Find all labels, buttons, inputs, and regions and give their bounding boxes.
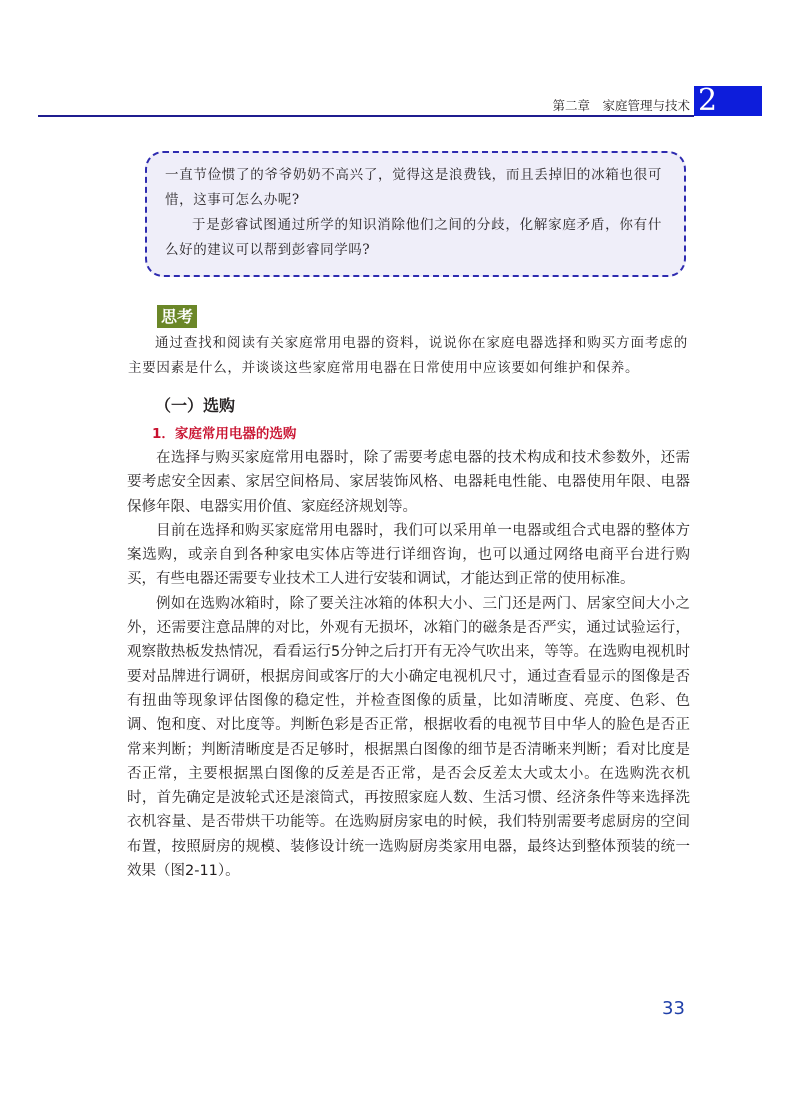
- think-label: 思考: [157, 305, 197, 328]
- page-header: [0, 0, 800, 120]
- header-rule: [38, 115, 694, 117]
- chapter-number-badge: [694, 83, 762, 118]
- body-paragraph: 目前在选择和购买家庭常用电器时，我们可以采用单一电器或组合式电器的整体方案选购，或亲自到各种家电实体店等进行详细咨询，也可以通过网络电商平台进行购买，有些电器还需要专业技术工人进行安装和调试，才能达到正常的使用标准。: [127, 522, 690, 588]
- story-paragraph: 于是彭睿试图通过所学的知识消除他们之间的分歧，化解家庭矛盾，你有什么好的建议可以帮到彭睿同学吗?: [165, 217, 662, 258]
- think-text: 通过查找和阅读有关家庭常用电器的资料，说说你在家庭电器选择和购买方面考虑的主要因素是什么，并谈谈这些家庭常用电器在日常使用中应该要如何维护和保养。: [128, 335, 688, 376]
- body-paragraph: 在选择与购买家庭常用电器时，除了需要考虑电器的技术构成和技术参数外，还需要考虑安全因素、家居空间格局、家居装饰风格、电器耗电性能、电器使用年限、电器保修年限、电器实用价值、家庭经济规划等。: [127, 450, 690, 515]
- chapter-title: 第二章 家庭管理与技术: [552, 98, 690, 113]
- story-paragraph: 一直节俭惯了的爷爷奶奶不高兴了，觉得这是浪费钱，而且丢掉旧的冰箱也很可惜，这事可怎么办呢?: [165, 167, 662, 208]
- body-paragraph: 例如在选购冰箱时，除了要关注冰箱的体积大小、三门还是两门、居家空间大小之外，还需要注意品牌的对比，外观有无损坏，冰箱门的磁条是否严实，通过试验运行，观察散热板发热情况，看看运行5分钟之后打开有无冷气吹出来，等等。在选购电视机时要对品牌进行调研，根据房间或客厅的大小确定电视机尺寸，通过查看显示的图像是否有扭曲等现象评估图像的稳定性，并检查图像的质量，比如清晰度、亮度、色彩、色调、饱和度、对比度等。判断色彩是否正常，根据收看的电视节目中华人的脸色是否正常来判断；判断清晰度是否足够时，根据黑白图像的细节是否清晰来判断；看对比度是否正常，主要根据黑白图像的反差是否正常，是否会反差太大或太小。在选购洗衣机时，首先确定是波轮式还是滚筒式，再按照家庭人数、生活习惯、经济条件等来选择洗衣机容量、是否带烘干功能等。在选购厨房家电的时候，我们特别需要考虑厨房的空间布置，按照厨房的规模、装修设计统一选购厨房类家用电器，最终达到整体预装的统一效果（图2-11）。: [127, 595, 690, 880]
- page-number: 33: [662, 998, 685, 1019]
- body-text: [127, 446, 690, 883]
- story-box: [145, 151, 686, 277]
- subsection-title: 1．家庭常用电器的选购: [152, 426, 297, 442]
- chapter-number: 2: [698, 83, 718, 118]
- section-title: （一）选购: [155, 396, 236, 415]
